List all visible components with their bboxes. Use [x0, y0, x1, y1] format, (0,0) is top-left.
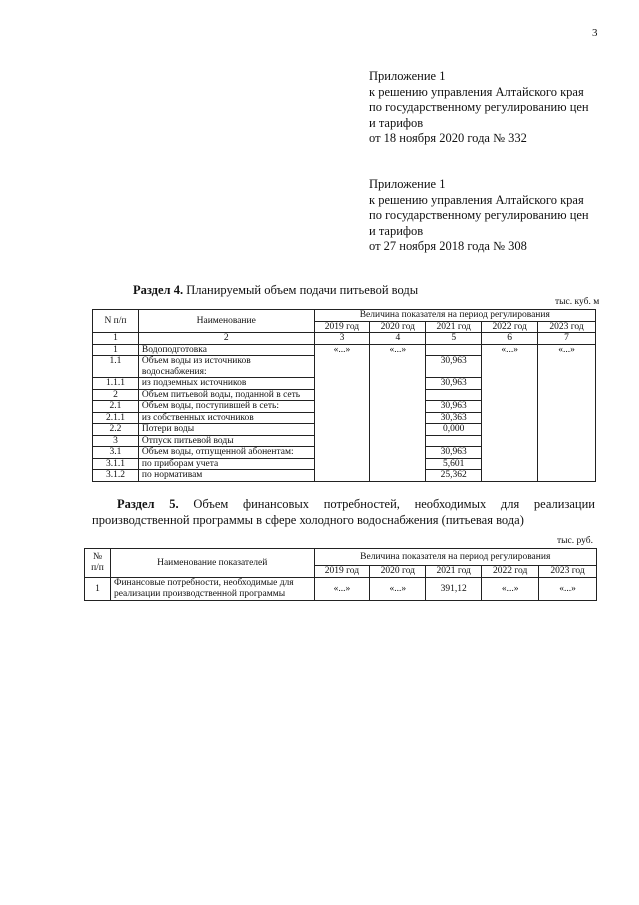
value-2020: «...» [370, 344, 426, 481]
page-number: 3 [592, 27, 598, 39]
value-2021: 5,601 [426, 458, 482, 470]
header-name: Наименование показателей [110, 549, 314, 578]
appendix-line: от 27 ноября 2018 года № 308 [369, 239, 527, 253]
section4-label: Раздел 4. [133, 283, 184, 297]
row-num: 3.1.1 [93, 458, 139, 470]
row-name-line: Объем воды из источников [141, 356, 251, 366]
row-name-line: Финансовые потребности, необходимые для [113, 578, 294, 588]
appendix-line: от 18 ноября 2020 года № 332 [369, 131, 527, 145]
header-name: Наименование [138, 310, 314, 333]
col-number: 7 [538, 333, 596, 345]
row-name: Потери воды [138, 424, 314, 436]
row-name: Объем воды, поступившей в сеть: [138, 401, 314, 413]
appendix-line: и тарифов [369, 223, 424, 238]
col-number: 6 [482, 333, 538, 345]
table-row [93, 344, 596, 356]
year-header: 2023 год [539, 566, 597, 578]
header-num: N п/п [93, 310, 139, 333]
header-num-line: п/п [91, 563, 104, 573]
header-group: Величина показателя на период регулирования [314, 310, 595, 322]
row-name-line: реализации производственной программы [113, 589, 286, 599]
value-2021: 30,963 [426, 447, 482, 459]
value-2021 [426, 435, 482, 447]
appendix-line: к решению управления Алтайского края [369, 192, 584, 207]
header-num-line: № [92, 552, 103, 562]
section4-units: тыс. куб. м [555, 297, 600, 307]
year-header: 2023 год [538, 321, 596, 333]
row-num: 3.1.2 [93, 470, 139, 482]
value-2021: 30,963 [426, 378, 482, 390]
value-2021 [426, 389, 482, 401]
row-name: по приборам учета [138, 458, 314, 470]
value-2019: «...» [314, 344, 370, 481]
col-number: 3 [314, 333, 370, 345]
row-num: 1.1.1 [93, 378, 139, 390]
value-2020: «...» [370, 578, 426, 601]
value-2022: «...» [482, 344, 538, 481]
section5-title [92, 496, 595, 528]
value-2021: 0,000 [426, 424, 482, 436]
row-name: Объем воды, отпущенной абонентам: [138, 447, 314, 459]
appendix-line: по государственному регулированию цен [369, 208, 589, 222]
row-name: Объем питьевой воды, поданной в сеть [138, 389, 314, 401]
section5-units: тыс. руб. [557, 536, 593, 546]
appendix-line: Приложение 1 [369, 69, 446, 83]
row-num: 2.1.1 [93, 412, 139, 424]
header-num [85, 549, 111, 578]
row-num: 1 [85, 578, 111, 601]
row-num: 1 [93, 344, 139, 356]
year-header: 2020 год [370, 321, 426, 333]
appendix-original [369, 177, 589, 255]
row-name: из подземных источников [138, 378, 314, 390]
col-number: 2 [138, 333, 314, 345]
value-2022: «...» [482, 578, 539, 601]
row-name [138, 356, 314, 378]
col-number: 4 [370, 333, 426, 345]
row-name: Водоподготовка [138, 344, 314, 356]
value-2021 [426, 344, 482, 356]
value-2021: 30,963 [426, 401, 482, 413]
row-name: по нормативам [138, 470, 314, 482]
appendix-line: по государственному регулированию цен [369, 100, 589, 114]
row-name: из собственных источников [138, 412, 314, 424]
value-2021: 30,363 [426, 412, 482, 424]
col-number: 5 [426, 333, 482, 345]
row-name [110, 578, 314, 601]
value-2021: 30,963 [426, 356, 482, 378]
appendix-line: к решению управления Алтайского края [369, 84, 584, 99]
value-2023: «...» [539, 578, 597, 601]
year-header: 2019 год [314, 321, 370, 333]
year-header: 2021 год [426, 321, 482, 333]
row-num: 3 [93, 435, 139, 447]
value-2019: «...» [314, 578, 370, 601]
section4-title [133, 283, 418, 298]
header-group: Величина показателя на период регулирования [314, 549, 597, 566]
section4-table [92, 309, 596, 482]
row-num: 2.1 [93, 401, 139, 413]
year-header: 2022 год [482, 566, 539, 578]
section4-title-text: Планируемый объем подачи питьевой воды [186, 283, 419, 297]
year-header: 2021 год [426, 566, 482, 578]
col-number: 1 [93, 333, 139, 345]
row-num: 2.2 [93, 424, 139, 436]
section5-title-line1: Объем финансовых потребностей, необходимых для реализации [193, 497, 595, 511]
row-name: Отпуск питьевой воды [138, 435, 314, 447]
row-name-line: водоснабжения: [141, 366, 207, 377]
row-num: 2 [93, 389, 139, 401]
table-row [85, 578, 597, 601]
value-2023: «...» [538, 344, 596, 481]
value-2021: 25,362 [426, 470, 482, 482]
appendix-current [369, 69, 589, 147]
year-header: 2022 год [482, 321, 538, 333]
section5-title-line2: производственной программы в сфере холодного водоснабжения (питьевая вода) [92, 513, 524, 527]
year-header: 2020 год [370, 566, 426, 578]
value-2021: 391,12 [426, 578, 482, 601]
section5-table [84, 548, 597, 601]
row-num: 1.1 [93, 356, 139, 378]
appendix-line: Приложение 1 [369, 177, 446, 191]
year-header: 2019 год [314, 566, 370, 578]
section5-label: Раздел 5. [117, 497, 179, 511]
row-num: 3.1 [93, 447, 139, 459]
appendix-line: и тарифов [369, 115, 424, 130]
